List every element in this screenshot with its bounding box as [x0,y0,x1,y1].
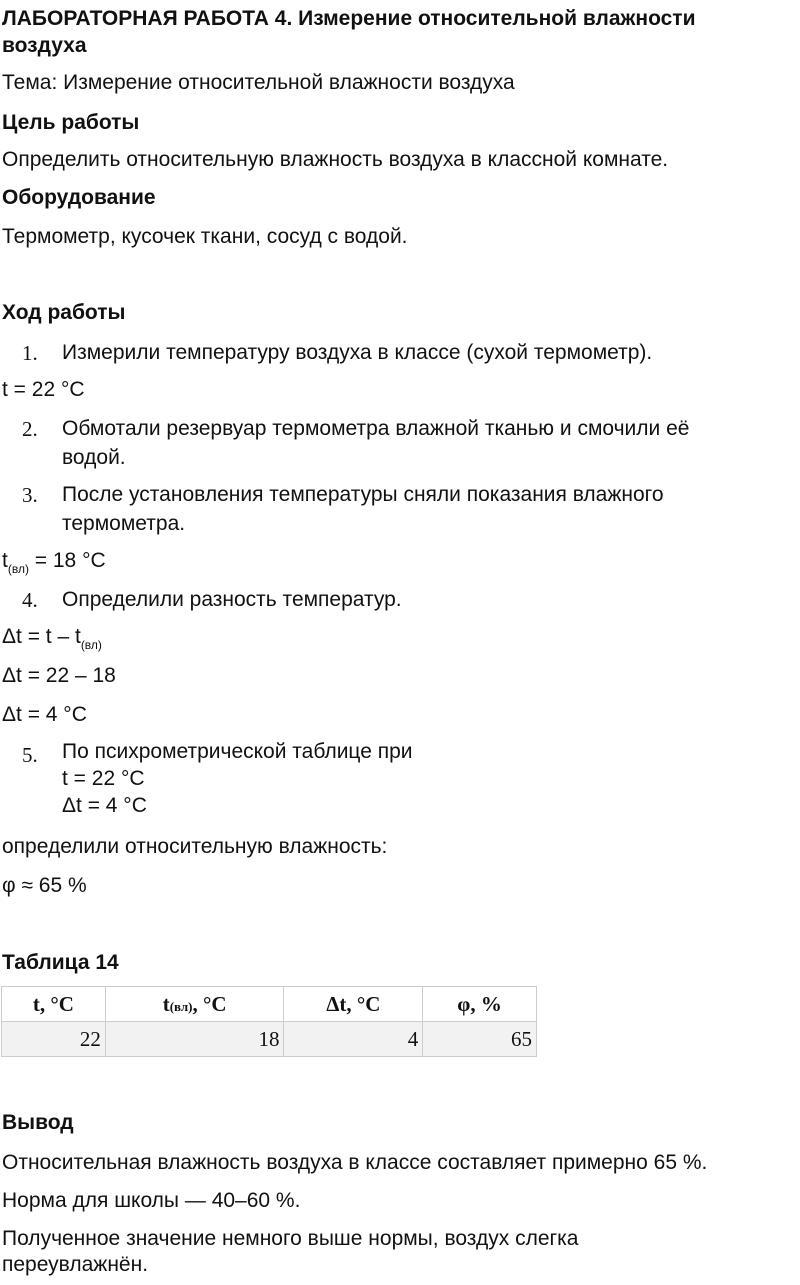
step-text: Определили разность температур. [62,588,402,611]
table-cell: 22 [2,1022,106,1057]
table-cell: 65 [423,1022,537,1057]
step-text: Измерили температуру воздуха в классе (сухой термометр). [62,341,653,364]
topic-line: Тема: Измерение относительной влажности воздуха [2,71,515,94]
table-row [2,1022,537,1057]
step-text: После установления температуры сняли показания влажного [62,483,664,506]
conclusion-heading: Вывод [2,1111,74,1134]
wet-temperature: $t_{(вл)} = 18$ °C [2,549,106,576]
humidity-result: φ ≈ 65 % [2,874,87,897]
delta-formula: $\Delta t = t - t_{(вл)}$ [2,625,102,652]
delta-result: Δt = 4 °C [2,703,87,726]
delta-calc: Δt = 22 – 18 [2,664,116,687]
results-table [1,986,537,1057]
table-cell: 4 [284,1022,423,1057]
step-text-cont: Δt = 4 °C [62,794,147,817]
procedure-heading: Ход работы [2,301,126,324]
step-number: 5. [22,743,38,767]
table-cell: 18 [105,1022,284,1057]
column-header: t(вл), °C [105,987,284,1022]
goal-heading: Цель работы [2,111,140,134]
table-caption: Таблица 14 [2,951,119,974]
step-number: 3. [22,483,38,507]
column-header: Δt, °C [284,987,423,1022]
dry-temperature: t = 22 °C [2,378,85,401]
equipment-text: Термометр, кусочек ткани, сосуд с водой. [2,225,408,248]
conclusion-text: Относительная влажность воздуха в классе составляет примерно 65 %. [2,1151,708,1174]
goal-text: Определить относительную влажность воздуха в классной комнате. [2,148,669,171]
document-title: ЛАБОРАТОРНАЯ РАБОТА 4. Измерение относительной влажности [2,7,696,30]
conclusion-text: Полученное значение немного выше нормы, воздух слегка [2,1227,579,1250]
step-text-cont: термометра. [62,512,186,535]
step-number: 4. [22,588,38,612]
step-text: По психрометрической таблице при [62,740,413,763]
step-number: 2. [22,417,38,441]
conclusion-text: Норма для школы — 40–60 %. [2,1189,301,1212]
document-title-cont: воздуха [2,34,87,57]
step-text-cont: водой. [62,446,126,469]
step-text: Обмотали резервуар термометра влажной тканью и смочили её [62,417,690,440]
determined-text: определили относительную влажность: [2,835,388,858]
step-text-cont: t = 22 °C [62,767,145,790]
table-header-row [2,987,537,1022]
conclusion-text-cont: переувлажнён. [2,1253,149,1276]
equipment-heading: Оборудование [2,186,156,209]
step-number: 1. [22,341,38,365]
column-header: φ, % [423,987,537,1022]
column-header: t, °C [2,987,106,1022]
